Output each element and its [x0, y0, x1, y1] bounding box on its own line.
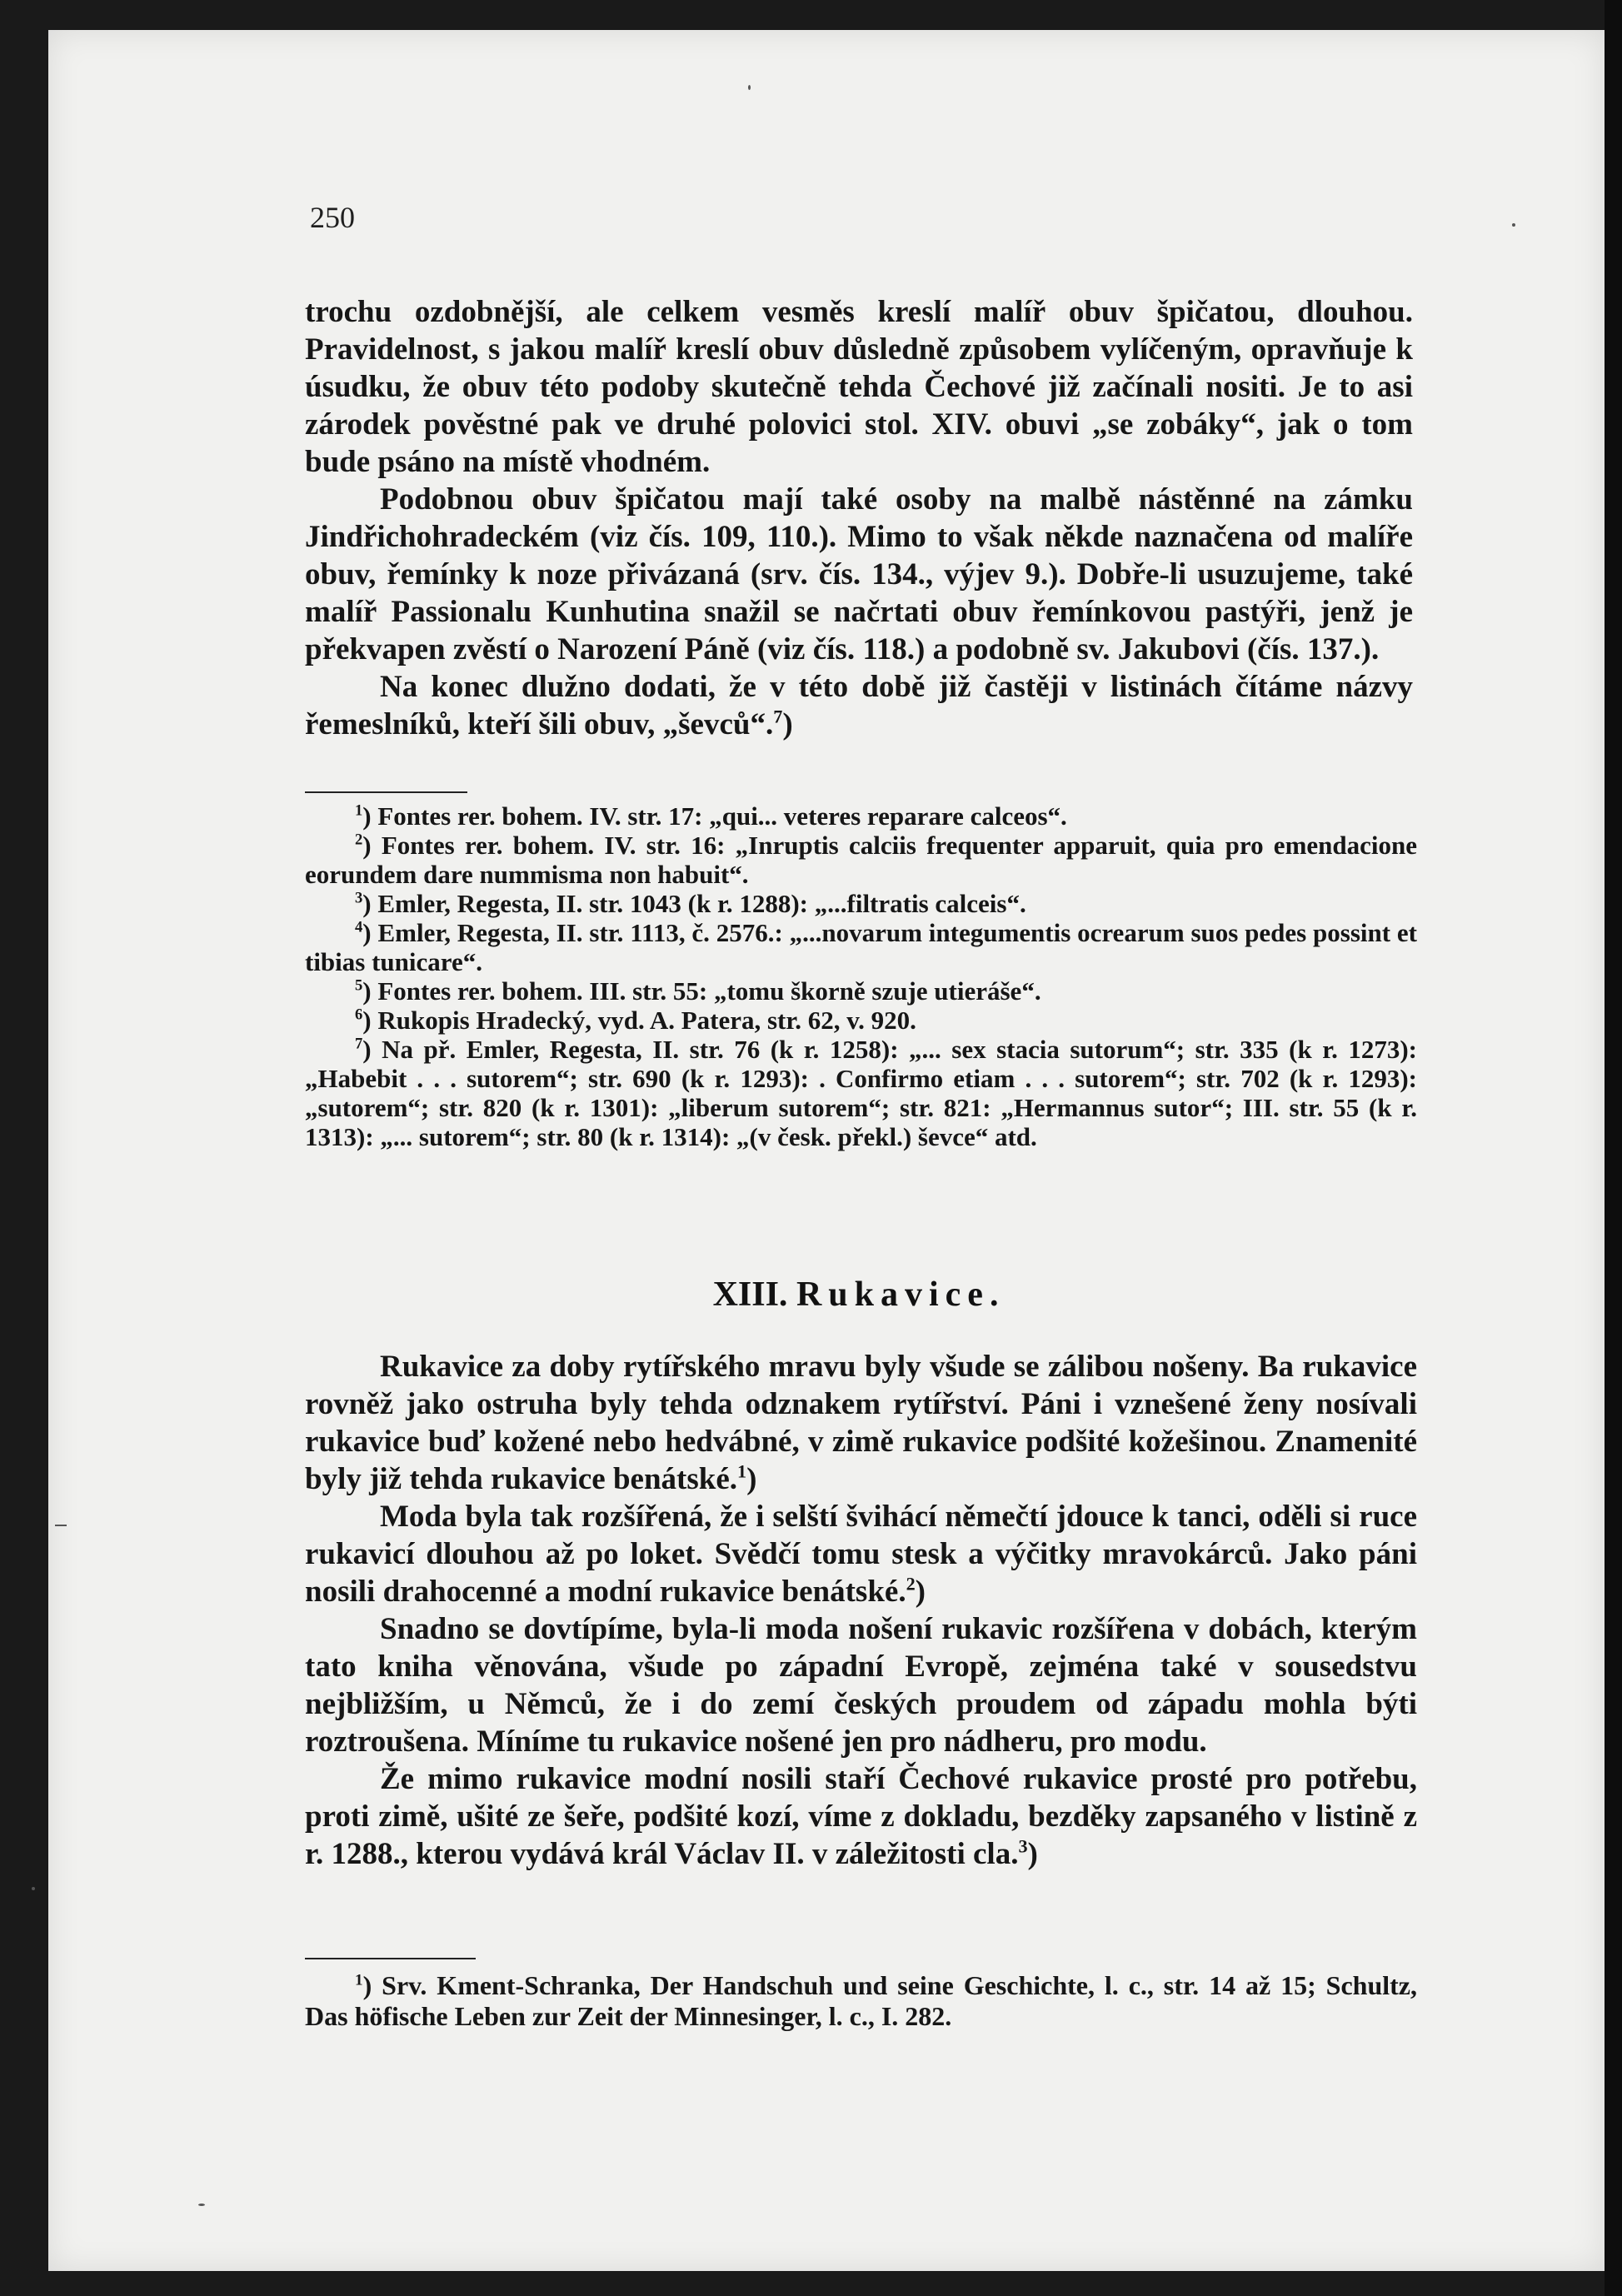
footnote-mark: 2: [355, 831, 363, 849]
footnote-ref: 1: [737, 1460, 747, 1482]
footnote: $^1$) Fontes rer. bohem. IV. str. 17: „qui... veteres reparare calceos“.: [355, 801, 1067, 831]
top-body-text: [305, 293, 1413, 743]
paragraph: Rukavice za doby rytířského mravu byly všude se zálibou nošeny. Ba rukavice rovněž jako ostruha byly tehda odznakem rytířství. Páni i vznešené ženy nosívali rukavice buď kožené nebo hedvábné, v zimě rukavice podšité kožešinou. Znamenité byly již tehda rukavice benátské.$^1$): [305, 1350, 1417, 1496]
section-title: Rukavice.: [796, 1275, 1006, 1314]
footnote-text: Na př. Emler, Regesta, II. str. 76 (k r. 1258): „... sex stacia sutorum“; str. 335 (k r. 1273): „Habebit . . . sutorem“; str. 690 (k r. 1293): . Confirmo etiam . . . sutorem“; str. 702 (k r. 1293): „sutorem“; str. 820 (k r. 1301): „liberum sutorem“; str. 821: „Hermannus sutor“; III. str. 55 (k r. 1313): „... sutorem“; str. 80 (k r. 1314): „(v česk. překl.) ševce“ atd.: [305, 1035, 1417, 1151]
scan-speck: [55, 1525, 67, 1526]
bottom-footnotes: [305, 1970, 1417, 2032]
paragraph-text: Rukavice za doby rytířského mravu byly všude se zálibou nošeny. Ba rukavice rovněž jako ostruha byly tehda odznakem rytířství. Páni i vznešené ženy nosívali rukavice buď kožené nebo hedvábné, v zimě rukavice podšité kožešinou. Znamenité byly již tehda rukavice benátské.: [305, 1350, 1417, 1496]
top-footnotes: [305, 801, 1417, 1151]
footnote-text: Fontes rer. bohem. IV. str. 17: „qui... veteres reparare calceos“.: [377, 801, 1067, 831]
scan-speck: [198, 2204, 205, 2206]
paragraph: Na konec dlužno dodati, že v této době již častěji v listinách čítáme názvy řemeslníků, kteří šili obuv, „ševců“.$^7$): [305, 670, 1413, 741]
paragraph-text: Snadno se dovtípíme, byla-li moda nošení rukavic rozšířena v dobách, kterým tato kniha věnována, všude po západní Evropě, zejména také v sousedstvu nejbližším, u Němců, že i do zemí českých proudem od západu mohla býti roztroušena. Míníme tu rukavice nošené jen pro nádheru, pro modu.: [305, 1612, 1417, 1759]
footnote-mark: 5: [355, 976, 363, 995]
footnote: $^4$) Emler, Regesta, II. str. 1113, č. 2576.: „...novarum integumentis ocrearum suos pedes possint et tibias tunicare“.: [305, 918, 1417, 976]
footnote-ref: 2: [906, 1573, 916, 1595]
footnote-text: Srv. Kment-Schranka, Der Handschuh und seine Geschichte, l. c., str. 14 až 15; Schultz, Das höfische Leben zur Zeit der Minnesinger, l. c., I. 282.: [305, 1970, 1417, 2031]
paragraph: [305, 1610, 1417, 1760]
paragraph-text: Že mimo rukavice modní nosili staří Čechové rukavice prosté pro potřebu, proti zimě, ušité ze šeře, podšité kozí, víme z dokladu, bezděky zapsaného v listině z r. 1288., kterou vydává král Václav II. v záležitosti cla.: [305, 1762, 1417, 1871]
footnote-mark: 1: [355, 1971, 363, 1989]
footnote-ref: 7: [773, 706, 783, 727]
footnote-mark: 4: [355, 918, 363, 936]
section-number: XIII.: [712, 1275, 788, 1314]
footnote: $^2$) Fontes rer. bohem. IV. str. 16: „Inruptis calciis frequenter apparuit, quia pro emendacione eorundem dare nummisma non habuit“.: [305, 831, 1418, 889]
paragraph: Podobnou obuv špičatou mají také osoby na malbě nástěnné na zámku Jindřichohradeckém (viz čís. 109, 110.). Mimo to však někde naznačena od malíře obuv, řemínky k noze přivázaná (srv. čís. 134., výjev 9.). Dobře-li usuzujeme, také malíř Passionalu Kunhutina snažil se načrtati obuv řemínkovou pastýři, jenž je překvapen zvěstí o Narození Páně (viz čís. 118.) a podobně sv. Jakubovi (čís. 137.).: [305, 482, 1413, 666]
footnote: $^1$) Srv. Kment-Schranka, Der Handschuh und seine Geschichte, l. c., str. 14 až 15; Schultz, Das höfische Leben zur Zeit der Minnesinger, l. c., I. 282.: [305, 1970, 1417, 2031]
footnote: $^5$) Fontes rer. bohem. III. str. 55: „tomu škorně szuje utieráše“.: [355, 976, 1041, 1006]
scan-speck: [32, 1887, 35, 1890]
footnote-ref: 3: [1018, 1835, 1028, 1857]
scan-speck: [748, 85, 751, 90]
footnote-mark: 6: [355, 1006, 363, 1024]
section-body-text: [305, 1348, 1417, 1873]
footnote-text: Fontes rer. bohem. IV. str. 16: „Inruptis calciis frequenter apparuit, quia pro emendacione eorundem dare nummisma non habuit“.: [305, 831, 1418, 889]
footnote-mark: 1: [355, 801, 363, 820]
page-number: 250: [310, 201, 355, 234]
scan-speck: [1512, 223, 1515, 227]
footnote-mark: 7: [355, 1035, 363, 1053]
footnote-text: Fontes rer. bohem. III. str. 55: „tomu škorně szuje utieráše“.: [377, 976, 1041, 1006]
footnote-text: Rukopis Hradecký, vyd. A. Patera, str. 62, v. 920.: [377, 1006, 916, 1035]
paragraph: Že mimo rukavice modní nosili staří Čechové rukavice prosté pro potřebu, proti zimě, ušité ze šeře, podšité kozí, víme z dokladu, bezděky zapsaného v listině z r. 1288., kterou vydává král Václav II. v záležitosti cla.$^3$): [305, 1762, 1417, 1871]
paragraph-text: Na konec dlužno dodati, že v této době již častěji v listinách čítáme názvy řemeslníků, kteří šili obuv, „ševců“.: [305, 670, 1413, 741]
footnote-mark: 3: [355, 889, 363, 907]
paragraph: trochu ozdobnější, ale celkem vesměs kreslí malíř obuv špičatou, dlouhou. Pravidelnost, s jakou malíř kreslí obuv důsledně způsobem vylíčeným, opravňuje k úsudku, že obuv této podoby skutečně tehda Čechové již začínali nositi. Je to asi zárodek pověstné pak ve druhé polovici stol. XIV. obuvi „se zobáky“, jak o tom bude psáno na místě vhodném.: [305, 295, 1413, 479]
footnote-text: Emler, Regesta, II. str. 1043 (k r. 1288): „...filtratis calceis“.: [377, 889, 1026, 918]
footnote-text: Emler, Regesta, II. str. 1113, č. 2576.: „...novarum integumentis ocrearum suos pedes possint et tibias tunicare“.: [305, 918, 1417, 976]
scan-edge: [1605, 0, 1622, 2296]
footnote-separator: [305, 791, 467, 793]
section-heading: [305, 1275, 1413, 1315]
paragraph: Moda byla tak rozšířená, že i selští švihácí němečtí jdouce k tanci, oděli si ruce rukavicí dlouhou až po loket. Svědčí tomu stesk a výčitky mravokárců. Jako páni nosili drahocenné a modní rukavice benátské.$^2$): [305, 1500, 1417, 1609]
footnote: $^7$) Na př. Emler, Regesta, II. str. 76 (k r. 1258): „... sex stacia sutorum“; str. 335 (k r. 1273): „Habebit . . . sutorem“; str. 690 (k r. 1293): . Confirmo etiam . . . sutorem“; str. 702 (k r. 1293): „sutorem“; str. 820 (k r. 1301): „liberum sutorem“; str. 821: „Hermannus sutor“; III. str. 55 (k r. 1313): „... sutorem“; str. 80 (k r. 1314): „(v česk. překl.) ševce“ atd.: [305, 1035, 1417, 1151]
footnote: $^3$) Emler, Regesta, II. str. 1043 (k r. 1288): „...filtratis calceis“.: [355, 889, 1026, 918]
paragraph-text: Moda byla tak rozšířená, že i selští švihácí němečtí jdouce k tanci, oděli si ruce rukavicí dlouhou až po loket. Svědčí tomu stesk a výčitky mravokárců. Jako páni nosili drahocenné a modní rukavice benátské.: [305, 1500, 1417, 1609]
footnote: $^6$) Rukopis Hradecký, vyd. A. Patera, str. 62, v. 920.: [355, 1006, 916, 1035]
footnote-separator: [305, 1958, 476, 1959]
